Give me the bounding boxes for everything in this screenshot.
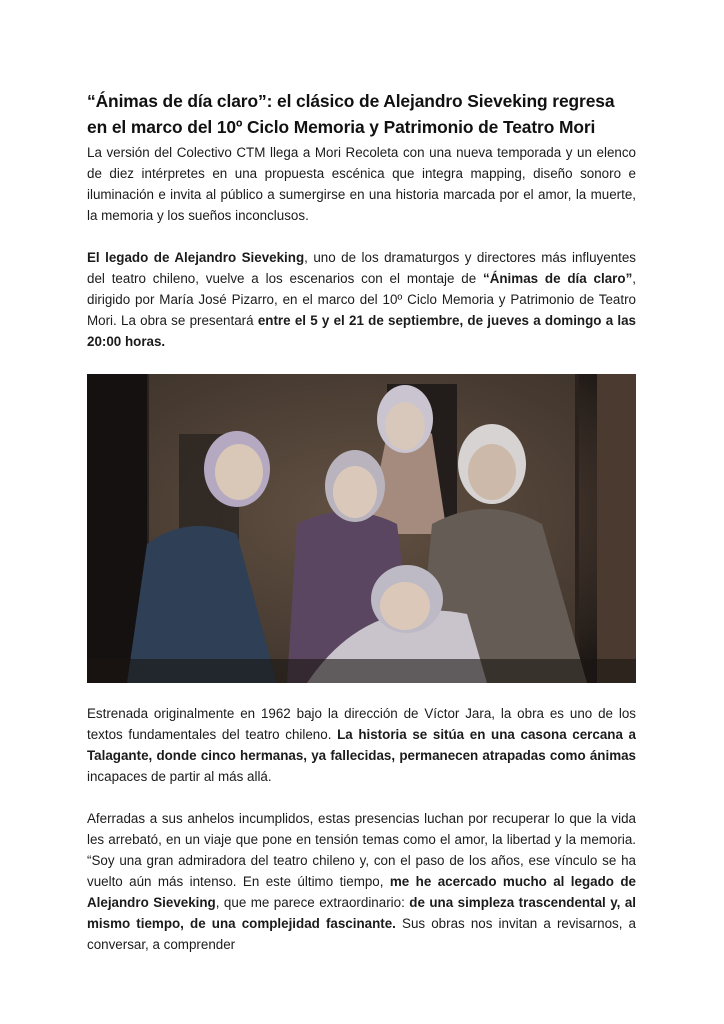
paragraph-legacy — [87, 247, 636, 352]
bold-span: me he acercado mucho al legado de Alejandro Sieveking — [87, 874, 636, 910]
paragraph-history — [87, 703, 636, 787]
bold-span: “Ánimas de día claro” — [483, 271, 633, 286]
text-span: incapaces de partir al más allá. — [87, 769, 272, 784]
text-span: , dirigido por María José Pizarro, en el marco del 10º Ciclo Memoria y Patrimonio de Teatro Mori. La obra se presentará — [87, 271, 636, 328]
stage-photo-illustration — [87, 374, 636, 683]
bold-span: El legado de Alejandro Sieveking — [87, 250, 305, 265]
text-span: Sus obras nos invitan a revisarnos, a conversar, a comprender — [87, 916, 637, 952]
bold-span: entre el 5 y el 21 de septiembre, de jueves a domingo a las 20:00 horas. — [87, 313, 636, 349]
headline: “Ánimas de día claro”: el clásico de Alejandro Sieveking regresa en el marco del 10º Ciclo Memoria y Patrimonio de Teatro Mori — [87, 91, 615, 137]
text-span: Estrenada originalmente en 1962 bajo la dirección de Víctor Jara, la obra es uno de los textos fundamentales del teatro chileno. — [87, 706, 636, 742]
text-span: , que me parece extraordinario: — [215, 895, 410, 910]
paragraph-quote — [87, 808, 636, 955]
text-span: , uno de los dramaturgos y directores más influyentes del teatro chileno, vuelve a los escenarios con el montaje de — [87, 250, 636, 286]
bold-span: La historia se sitúa en una casona cercana a Talagante, donde cinco hermanas, ya fallecidas, permanecen atrapadas como ánimas — [87, 727, 637, 763]
text-span: Aferradas a sus anhelos incumplidos, estas presencias luchan por recuperar lo que la vida les arrebató, en un viaje que pone en tensión temas como el amor, la libertad y la memoria. “Soy una gran admiradora del teatro chileno y, con el paso de los años, ese vínculo se ha vuelto aún más intenso. En este último tiempo, — [87, 811, 636, 889]
bold-span: de una simpleza trascendental y, al mismo tiempo, de una complejidad fascinante. — [87, 895, 637, 931]
stage-photo — [87, 374, 636, 683]
lead-paragraph: La versión del Colectivo CTM llega a Mori Recoleta con una nueva temporada y un elenco de diez intérpretes en una propuesta escénica que integra mapping, diseño sonoro e iluminación e invita al público a sumergirse en una historia marcada por el amor, la muerte, la memoria y los sueños inconclusos. — [87, 145, 636, 223]
article — [87, 88, 636, 955]
